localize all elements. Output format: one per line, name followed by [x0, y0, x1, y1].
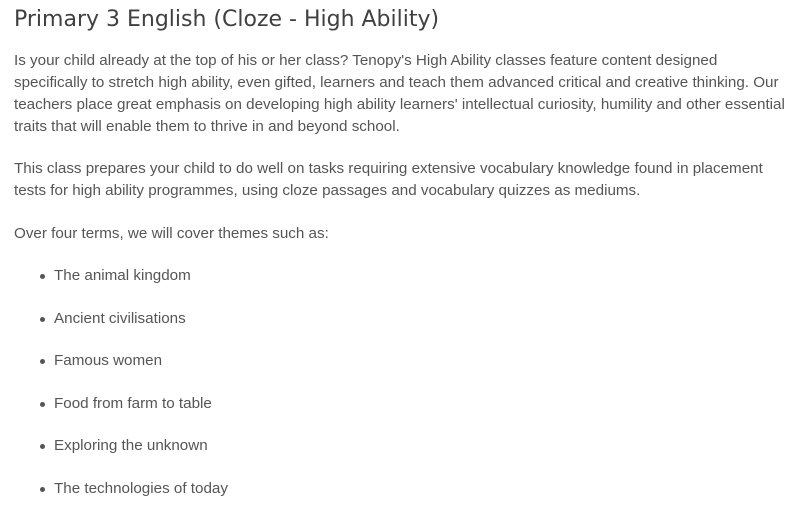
bullet-icon	[40, 487, 45, 492]
list-item	[14, 393, 790, 415]
theme-label: Food from farm to table	[54, 394, 212, 412]
theme-label: Ancient civilisations	[54, 309, 186, 327]
list-item	[14, 478, 790, 500]
bullet-icon	[40, 444, 45, 449]
class-purpose-paragraph: This class prepares your child to do well on tasks requiring extensive vocabulary knowledge found in placement tests for high ability programmes, using cloze passages and vocabulary quizzes as mediums.	[14, 160, 763, 199]
theme-label: The animal kingdom	[54, 267, 191, 284]
bullet-icon	[40, 402, 45, 407]
themes-intro-paragraph: Over four terms, we will cover themes such as:	[14, 225, 329, 242]
bullet-icon	[40, 359, 45, 364]
bullet-icon	[40, 317, 45, 322]
list-item	[14, 435, 790, 457]
intro-paragraph: Is your child already at the top of his or her class? Tenopy's High Ability classes feature content designed specifically to stretch high ability, even gifted, learners and teach them advanced critical and creative thinking. Our teachers place great emphasis on developing high ability learners' intellectual curiosity, humility and other essential traits that will enable them to thrive in and beyond school.	[14, 52, 785, 135]
theme-label: Exploring the unknown	[54, 437, 208, 454]
list-item	[14, 265, 790, 287]
themes-list	[14, 265, 790, 500]
theme-label: The technologies of today	[54, 479, 228, 497]
course-description	[14, 0, 790, 520]
theme-label: Famous women	[54, 352, 163, 369]
page-title: Primary 3 English (Cloze - High Ability)	[14, 7, 440, 32]
bullet-icon	[40, 274, 45, 279]
list-item	[14, 308, 790, 330]
list-item	[14, 350, 790, 372]
